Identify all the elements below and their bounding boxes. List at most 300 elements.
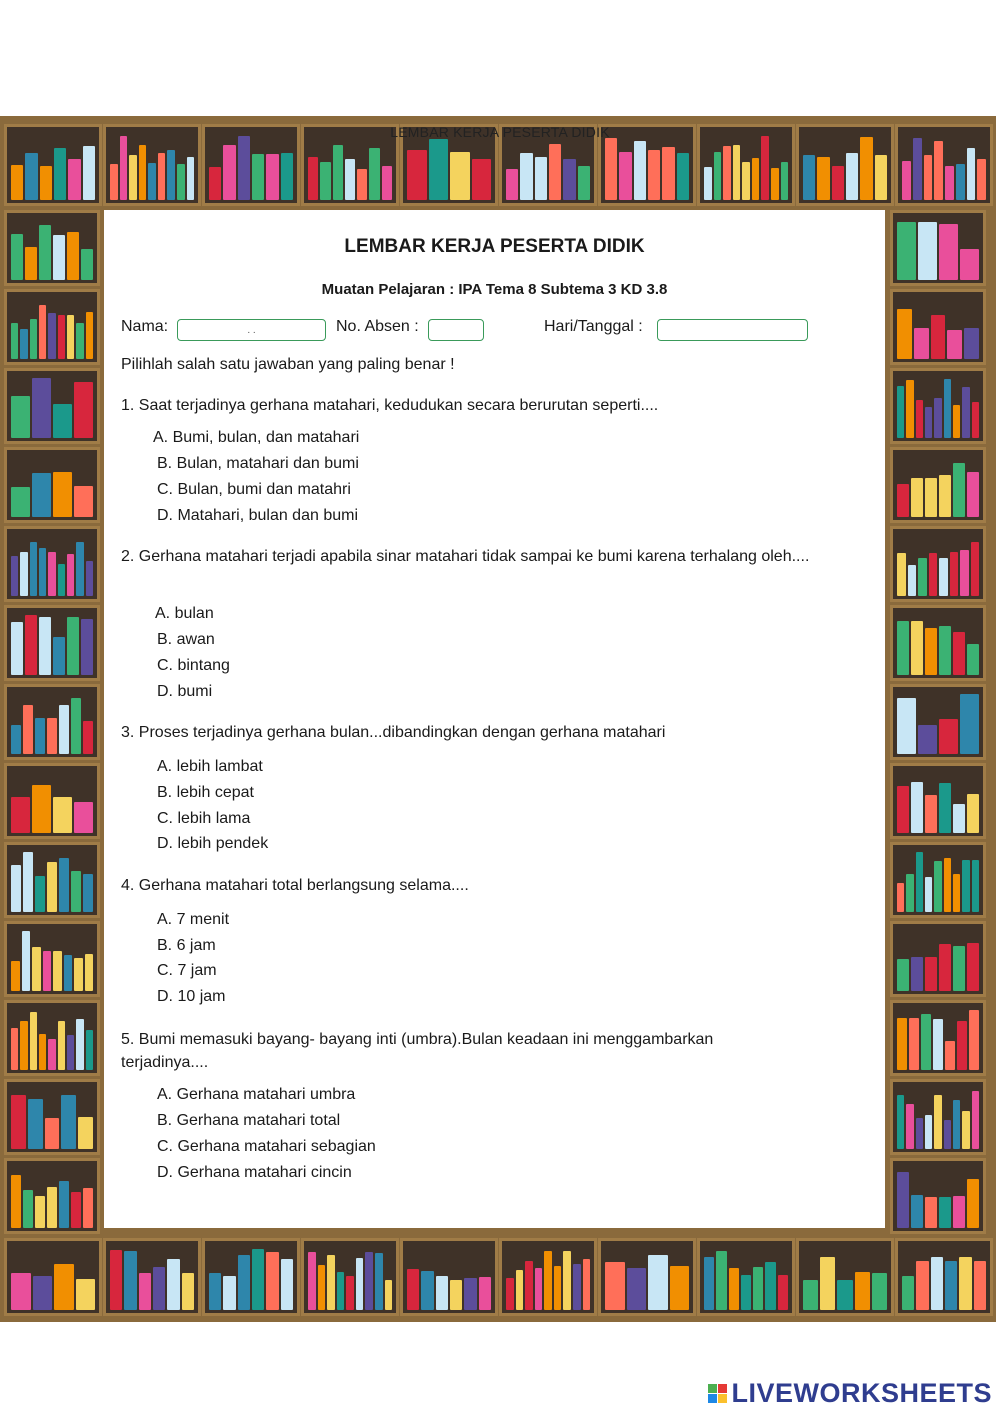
- bookshelf-cell: [301, 1238, 399, 1316]
- book-decoration: [939, 558, 948, 596]
- book-decoration: [549, 144, 561, 200]
- book-decoration: [32, 378, 51, 438]
- book-decoration: [605, 1262, 625, 1310]
- bookshelf-cell: [697, 1238, 795, 1316]
- book-decoration: [11, 865, 21, 912]
- book-decoration: [911, 782, 923, 833]
- bookshelf-cell: [103, 1238, 201, 1316]
- book-decoration: [957, 1021, 967, 1070]
- book-decoration: [25, 615, 37, 675]
- bookshelf-cell: [890, 1079, 986, 1155]
- bookshelf-cell: [4, 842, 100, 918]
- book-decoration: [33, 1276, 53, 1310]
- book-decoration: [925, 1197, 937, 1228]
- bookshelf-cell: [202, 1238, 300, 1316]
- q1-option-a[interactable]: A. Bumi, bulan, dan matahari: [153, 429, 360, 446]
- book-decoration: [605, 138, 617, 200]
- book-decoration: [35, 1196, 45, 1228]
- book-decoration: [967, 472, 979, 517]
- book-decoration: [516, 1270, 524, 1310]
- book-decoration: [48, 1039, 55, 1070]
- book-decoration: [54, 148, 66, 200]
- book-decoration: [71, 1192, 81, 1228]
- book-decoration: [53, 404, 72, 438]
- book-decoration: [47, 718, 57, 754]
- book-decoration: [11, 1273, 31, 1310]
- book-decoration: [742, 162, 750, 201]
- book-decoration: [934, 398, 941, 438]
- absen-input[interactable]: [428, 319, 484, 341]
- book-decoration: [933, 1019, 943, 1070]
- book-decoration: [520, 153, 532, 200]
- book-decoration: [61, 1095, 76, 1149]
- bookshelf-cell: [890, 684, 986, 760]
- book-decoration: [67, 617, 79, 675]
- book-decoration: [506, 1278, 514, 1310]
- book-decoration: [902, 1276, 914, 1310]
- book-decoration: [962, 1111, 969, 1149]
- book-decoration: [281, 153, 293, 200]
- book-decoration: [714, 152, 722, 200]
- book-decoration: [32, 473, 51, 517]
- book-decoration: [64, 955, 73, 991]
- book-decoration: [897, 621, 909, 675]
- q4-option-b[interactable]: B. 6 jam: [157, 937, 216, 954]
- page-title: LEMBAR KERJA PESERTA DIDIK: [344, 236, 645, 257]
- book-decoration: [962, 387, 969, 438]
- book-decoration: [972, 1091, 979, 1149]
- bookshelf-cell: [895, 1238, 993, 1316]
- book-decoration: [967, 794, 979, 833]
- book-decoration: [39, 225, 51, 280]
- bookshelf-cell: [4, 684, 100, 760]
- q5-option-c[interactable]: C. Gerhana matahari sebagian: [157, 1138, 376, 1155]
- book-decoration: [525, 1261, 533, 1311]
- book-decoration: [897, 309, 912, 359]
- book-decoration: [35, 876, 45, 912]
- book-decoration: [729, 1268, 739, 1310]
- book-decoration: [953, 874, 960, 912]
- book-decoration: [346, 1276, 354, 1310]
- book-decoration: [897, 698, 916, 754]
- q2-option-c[interactable]: C. bintang: [157, 657, 230, 674]
- book-decoration: [911, 621, 923, 675]
- q5-option-d[interactable]: D. Gerhana matahari cincin: [157, 1164, 352, 1181]
- book-decoration: [916, 852, 923, 912]
- book-decoration: [11, 725, 21, 754]
- book-decoration: [23, 852, 33, 912]
- book-decoration: [723, 146, 731, 200]
- book-decoration: [953, 804, 965, 833]
- question-5-text: 5. Bumi memasuki bayang- bayang inti (umbra).Bulan keadaan ini menggambarkan terjadinya....: [121, 1031, 714, 1071]
- book-decoration: [223, 1276, 235, 1310]
- book-decoration: [53, 797, 72, 833]
- book-decoration: [11, 556, 18, 596]
- book-decoration: [59, 1181, 69, 1228]
- book-decoration: [252, 1249, 264, 1310]
- book-decoration: [11, 234, 23, 280]
- bookshelf-cell: [4, 605, 100, 681]
- book-decoration: [436, 1276, 448, 1310]
- book-decoration: [83, 146, 95, 200]
- bookshelf-cell: [4, 1079, 100, 1155]
- book-decoration: [158, 153, 166, 200]
- book-decoration: [120, 136, 128, 200]
- book-decoration: [916, 1261, 928, 1311]
- book-decoration: [918, 725, 937, 754]
- bookshelf-cell: [4, 447, 100, 523]
- book-decoration: [953, 405, 960, 438]
- book-decoration: [337, 1272, 345, 1310]
- q3-option-d[interactable]: D. lebih pendek: [157, 835, 269, 852]
- tanggal-input[interactable]: [657, 319, 808, 341]
- book-decoration: [47, 862, 57, 912]
- book-decoration: [971, 542, 980, 596]
- book-decoration: [947, 330, 962, 359]
- book-decoration: [634, 141, 646, 200]
- book-decoration: [110, 1250, 122, 1310]
- book-decoration: [48, 313, 55, 359]
- book-decoration: [11, 165, 23, 200]
- book-decoration: [86, 1030, 93, 1070]
- book-decoration: [39, 1034, 46, 1070]
- book-decoration: [375, 1253, 383, 1310]
- book-decoration: [39, 305, 46, 359]
- book-decoration: [20, 552, 27, 596]
- book-decoration: [918, 222, 937, 280]
- bookshelf-cell: [4, 1238, 102, 1316]
- book-decoration: [967, 644, 979, 675]
- book-decoration: [74, 486, 93, 517]
- book-decoration: [58, 315, 65, 359]
- book-decoration: [765, 1262, 775, 1310]
- question-1-text: 1. Saat terjadinya gerhana matahari, kedudukan secara berurutan seperti....: [121, 397, 659, 414]
- book-decoration: [11, 961, 20, 991]
- book-decoration: [369, 148, 379, 200]
- question-2-text: 2. Gerhana matahari terjadi apabila sinar matahari tidak sampai ke bumi karena terhalang oleh....: [121, 548, 810, 565]
- book-decoration: [967, 148, 976, 200]
- book-decoration: [59, 858, 69, 912]
- book-decoration: [53, 235, 65, 280]
- book-decoration: [124, 1251, 136, 1310]
- book-decoration: [345, 159, 355, 200]
- book-decoration: [972, 860, 979, 912]
- q2-option-d[interactable]: D. bumi: [157, 683, 213, 700]
- book-decoration: [85, 954, 94, 991]
- book-decoration: [573, 1264, 581, 1310]
- book-decoration: [860, 137, 872, 200]
- book-decoration: [771, 168, 779, 200]
- book-decoration: [803, 1280, 818, 1310]
- book-decoration: [382, 166, 392, 200]
- book-decoration: [704, 167, 712, 200]
- book-decoration: [58, 564, 65, 596]
- book-decoration: [953, 632, 965, 675]
- bookshelf-cell: [890, 842, 986, 918]
- bookshelf-cell: [890, 605, 986, 681]
- book-decoration: [71, 698, 81, 754]
- book-decoration: [781, 162, 789, 200]
- book-decoration: [11, 1028, 18, 1070]
- book-decoration: [86, 312, 93, 359]
- book-decoration: [627, 1268, 647, 1310]
- book-decoration: [407, 150, 427, 200]
- bookshelf-cell: [4, 921, 100, 997]
- book-decoration: [67, 1035, 74, 1070]
- book-decoration: [67, 554, 74, 596]
- book-decoration: [924, 155, 933, 200]
- book-decoration: [648, 1255, 668, 1310]
- book-decoration: [266, 154, 278, 200]
- book-decoration: [472, 159, 492, 200]
- book-decoration: [872, 1273, 887, 1310]
- book-decoration: [846, 153, 858, 200]
- book-decoration: [129, 155, 137, 201]
- book-decoration: [960, 550, 969, 596]
- logo-mark-icon: [708, 1384, 727, 1403]
- book-decoration: [167, 150, 175, 200]
- book-decoration: [32, 785, 51, 833]
- book-decoration: [761, 136, 769, 200]
- subject-subtitle: Muatan Pelajaran : IPA Tema 8 Subtema 3 KD 3.8: [321, 281, 668, 298]
- book-decoration: [832, 166, 844, 200]
- q2-option-b[interactable]: B. awan: [157, 631, 215, 648]
- book-decoration: [911, 478, 923, 517]
- book-decoration: [921, 1014, 931, 1070]
- book-decoration: [39, 617, 51, 675]
- book-decoration: [934, 1095, 941, 1149]
- book-decoration: [76, 1019, 83, 1070]
- q1-option-c[interactable]: C. Bulan, bumi dan matahri: [157, 481, 351, 498]
- book-decoration: [71, 871, 81, 912]
- book-decoration: [563, 1251, 571, 1310]
- book-decoration: [74, 802, 93, 833]
- book-decoration: [67, 232, 79, 280]
- book-decoration: [916, 400, 923, 438]
- book-decoration: [356, 1258, 364, 1310]
- book-decoration: [22, 931, 31, 991]
- book-decoration: [83, 721, 93, 754]
- book-decoration: [223, 145, 235, 200]
- book-decoration: [677, 153, 689, 200]
- book-decoration: [967, 943, 979, 991]
- book-decoration: [716, 1251, 726, 1310]
- bookshelf-cell: [796, 1238, 894, 1316]
- book-decoration: [578, 166, 590, 200]
- book-decoration: [81, 249, 93, 280]
- book-decoration: [187, 157, 195, 200]
- book-decoration: [909, 1018, 919, 1070]
- book-decoration: [925, 957, 937, 991]
- book-decoration: [953, 1100, 960, 1149]
- book-decoration: [48, 552, 55, 596]
- bookshelf-cell: [400, 1238, 498, 1316]
- q3-option-c[interactable]: C. lebih lama: [157, 810, 251, 827]
- book-decoration: [11, 487, 30, 517]
- book-decoration: [139, 145, 147, 200]
- book-decoration: [357, 169, 367, 201]
- book-decoration: [74, 382, 93, 438]
- book-decoration: [925, 1115, 932, 1149]
- book-decoration: [30, 1012, 37, 1070]
- book-decoration: [148, 163, 156, 200]
- book-decoration: [803, 155, 815, 201]
- book-decoration: [11, 797, 30, 833]
- question-3-text: 3. Proses terjadinya gerhana bulan...dibandingkan dengan gerhana matahari: [121, 724, 666, 741]
- book-decoration: [83, 874, 93, 912]
- q3-option-b[interactable]: B. lebih cepat: [157, 784, 254, 801]
- book-decoration: [43, 951, 52, 991]
- book-decoration: [969, 1010, 979, 1070]
- book-decoration: [281, 1259, 293, 1310]
- book-decoration: [817, 157, 829, 200]
- logo-text: LIVEWORKSHEETS: [731, 1378, 992, 1408]
- question-4-text: 4. Gerhana matahari total berlangsung selama....: [121, 877, 469, 894]
- book-decoration: [78, 1117, 93, 1149]
- book-decoration: [967, 1179, 979, 1228]
- book-decoration: [897, 1095, 904, 1149]
- q2-option-a[interactable]: A. bulan: [155, 605, 214, 622]
- book-decoration: [670, 1266, 690, 1310]
- book-decoration: [25, 247, 37, 280]
- bookshelf-cell: [890, 1158, 986, 1234]
- book-decoration: [925, 407, 932, 438]
- book-decoration: [733, 145, 741, 200]
- q4-option-d[interactable]: D. 10 jam: [157, 988, 226, 1005]
- book-decoration: [40, 166, 52, 200]
- book-decoration: [11, 1175, 21, 1228]
- book-decoration: [953, 463, 965, 517]
- book-decoration: [778, 1275, 788, 1310]
- book-decoration: [914, 328, 929, 359]
- book-decoration: [906, 874, 913, 912]
- book-decoration: [86, 561, 93, 596]
- book-decoration: [855, 1272, 870, 1310]
- book-decoration: [906, 380, 913, 438]
- book-decoration: [20, 329, 27, 359]
- book-decoration: [897, 222, 916, 280]
- book-decoration: [53, 637, 65, 675]
- book-decoration: [945, 1041, 955, 1070]
- book-decoration: [32, 947, 41, 991]
- book-decoration: [964, 328, 979, 359]
- book-decoration: [365, 1252, 373, 1310]
- q5-option-b[interactable]: B. Gerhana matahari total: [157, 1112, 341, 1129]
- book-decoration: [944, 1120, 951, 1149]
- book-decoration: [506, 169, 518, 201]
- book-decoration: [238, 136, 250, 200]
- book-decoration: [977, 159, 986, 200]
- book-decoration: [11, 1095, 26, 1149]
- bookshelf-cell: [4, 210, 100, 286]
- book-decoration: [11, 396, 30, 438]
- book-decoration: [974, 1261, 986, 1311]
- bookshelf-cell: [890, 447, 986, 523]
- book-decoration: [58, 1021, 65, 1070]
- book-decoration: [925, 628, 937, 675]
- book-decoration: [11, 622, 23, 675]
- q5-option-a[interactable]: A. Gerhana matahari umbra: [157, 1086, 356, 1103]
- book-decoration: [908, 565, 917, 596]
- bookshelf-cell: [890, 921, 986, 997]
- book-decoration: [939, 783, 951, 833]
- book-decoration: [619, 152, 631, 200]
- book-decoration: [139, 1273, 151, 1310]
- book-decoration: [182, 1273, 194, 1310]
- instruction-text: Pilihlah salah satu jawaban yang paling benar !: [121, 356, 455, 373]
- book-decoration: [25, 153, 37, 200]
- book-decoration: [950, 552, 959, 596]
- nama-input[interactable]: . .: [177, 319, 326, 341]
- book-decoration: [934, 861, 941, 912]
- book-decoration: [837, 1280, 852, 1310]
- book-decoration: [535, 1268, 543, 1310]
- book-decoration: [960, 249, 979, 280]
- book-decoration: [209, 167, 221, 200]
- book-decoration: [875, 155, 887, 201]
- bookshelf-cell: [499, 1238, 597, 1316]
- book-decoration: [421, 1271, 433, 1310]
- bookshelf-cell: [4, 1158, 100, 1234]
- book-decoration: [177, 164, 185, 200]
- book-decoration: [45, 1118, 60, 1149]
- q4-option-a[interactable]: A. 7 menit: [157, 911, 230, 928]
- book-decoration: [23, 705, 33, 754]
- book-decoration: [913, 138, 922, 200]
- book-decoration: [741, 1275, 751, 1310]
- book-decoration: [327, 1255, 335, 1310]
- q3-option-a[interactable]: A. lebih lambat: [157, 758, 263, 775]
- book-decoration: [479, 1277, 491, 1310]
- book-decoration: [960, 694, 979, 754]
- book-decoration: [939, 475, 951, 517]
- bookshelf-cell: [4, 1000, 100, 1076]
- bookshelf-cell: [890, 368, 986, 444]
- book-decoration: [464, 1278, 476, 1310]
- book-decoration: [929, 553, 938, 596]
- book-decoration: [53, 472, 72, 517]
- book-decoration: [450, 1280, 462, 1310]
- book-decoration: [906, 1104, 913, 1149]
- book-decoration: [83, 1188, 93, 1228]
- book-decoration: [944, 379, 951, 438]
- book-decoration: [962, 860, 969, 912]
- q1-option-b[interactable]: B. Bulan, matahari dan bumi: [157, 455, 359, 472]
- book-decoration: [925, 478, 937, 517]
- book-decoration: [820, 1257, 835, 1310]
- book-decoration: [959, 1257, 971, 1310]
- q4-option-c[interactable]: C. 7 jam: [157, 962, 217, 979]
- book-decoration: [897, 386, 904, 438]
- book-decoration: [53, 951, 62, 991]
- book-decoration: [583, 1259, 591, 1310]
- book-decoration: [554, 1266, 562, 1310]
- book-decoration: [934, 141, 943, 201]
- book-decoration: [939, 224, 958, 280]
- book-decoration: [23, 1190, 33, 1228]
- book-decoration: [911, 957, 923, 991]
- book-decoration: [110, 164, 118, 200]
- book-decoration: [238, 1255, 250, 1310]
- book-decoration: [897, 484, 909, 517]
- book-decoration: [953, 946, 965, 991]
- book-decoration: [753, 1267, 763, 1310]
- q1-option-d[interactable]: D. Matahari, bulan dan bumi: [157, 507, 358, 524]
- book-decoration: [54, 1264, 74, 1310]
- book-decoration: [167, 1259, 179, 1310]
- book-decoration: [308, 1252, 316, 1310]
- book-decoration: [450, 152, 470, 200]
